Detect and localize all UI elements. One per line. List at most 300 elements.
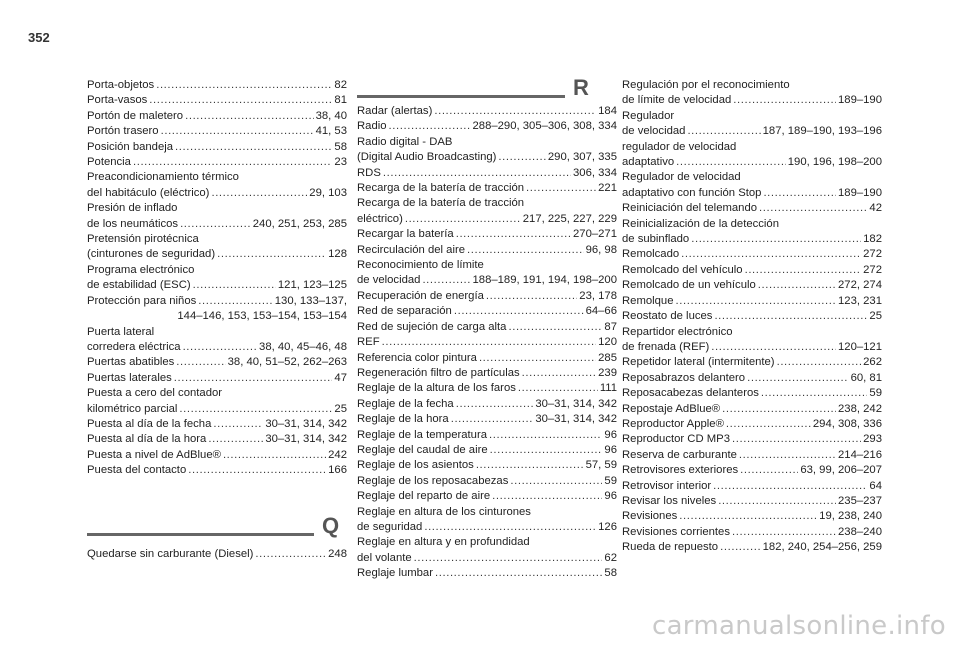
index-column-r2 — [622, 78, 882, 556]
index-entry — [357, 243, 617, 258]
leader-dots — [217, 247, 326, 262]
index-entry — [357, 119, 617, 134]
index-entry-term: del volante — [357, 551, 412, 564]
index-entry-pages: 19, 238, 240 — [819, 510, 882, 523]
index-entry-term: Revisiones corrientes — [622, 525, 730, 538]
leader-dots — [193, 278, 276, 293]
index-entry-line — [87, 186, 347, 201]
index-entry-line — [87, 124, 347, 139]
index-entry-pages: 30–31, 314, 342 — [535, 413, 617, 426]
index-entry-line — [87, 140, 347, 155]
index-entry-term-line: Reinicialización de la detección — [622, 217, 779, 230]
index-entry-term-line: Preacondicionamiento térmico — [87, 171, 239, 184]
index-entry-pages: 59 — [604, 474, 617, 487]
index-entry-term-line: Radio digital - DAB — [357, 135, 453, 148]
index-entry-term: Referencia color pintura — [357, 351, 477, 364]
leader-dots — [720, 540, 761, 555]
index-entry-pages: 96 — [604, 490, 617, 503]
index-entry-pages: 59 — [869, 387, 882, 400]
index-entry-pages: 270–271 — [573, 228, 617, 241]
index-entry-pages: 188–189, 191, 194, 198–200 — [472, 274, 617, 287]
index-entry — [357, 258, 617, 289]
index-entry — [622, 78, 882, 109]
index-entry — [87, 355, 347, 370]
index-entry-term: Reglaje de la temperatura — [357, 428, 487, 441]
index-entry-term: (Digital Audio Broadcasting) — [357, 151, 497, 164]
leader-dots — [763, 186, 836, 201]
index-entry-line — [357, 351, 617, 366]
index-entry-pages: 25 — [334, 402, 347, 415]
index-entry — [87, 155, 347, 170]
index-entry — [87, 463, 347, 478]
index-entry-pages: 240, 251, 253, 285 — [252, 217, 347, 230]
index-entry-line — [357, 474, 617, 489]
leader-dots — [687, 124, 760, 139]
index-entry-term-line: Repartidor electrónico — [622, 325, 733, 338]
index-entry-term: Reposabrazos delantero — [622, 371, 746, 384]
index-entry — [87, 170, 347, 201]
index-entry — [357, 320, 617, 335]
leader-dots — [454, 304, 584, 319]
leader-dots — [681, 247, 861, 262]
index-entry-term: adaptativo — [622, 156, 675, 169]
leader-dots — [758, 278, 836, 293]
index-entry-term-line: Recarga de la batería de tracción — [357, 197, 525, 210]
index-entry-line — [357, 397, 617, 412]
index-entry-line — [87, 217, 347, 232]
index-entry-pages: 96 — [604, 428, 617, 441]
leader-dots — [467, 243, 584, 258]
leader-dots — [479, 351, 596, 366]
index-entry-line — [357, 119, 617, 134]
index-entry-pages: 288–290, 305–306, 308, 334 — [472, 120, 617, 133]
index-entry-pages: 96, 98 — [585, 243, 617, 256]
leader-dots — [732, 432, 861, 447]
leader-dots — [733, 93, 836, 108]
index-entry-term: Portón trasero — [87, 125, 159, 138]
index-entry-term: Puesta al día de la hora — [87, 433, 207, 446]
index-entry — [622, 371, 882, 386]
leader-dots — [179, 402, 332, 417]
leader-dots — [726, 417, 811, 432]
index-entry — [87, 93, 347, 108]
index-entry-line — [357, 458, 617, 473]
leader-dots — [174, 371, 333, 386]
index-entry-term: Reglaje del reparto de aire — [357, 490, 491, 503]
leader-dots — [434, 104, 596, 119]
section-rule — [357, 95, 565, 98]
leader-dots — [185, 109, 313, 124]
leader-dots — [451, 412, 534, 427]
index-entry-pages: 187, 189–190, 193–196 — [762, 125, 882, 138]
index-entry-term-line: Puesta a cero del contador — [87, 387, 223, 400]
index-entry — [357, 181, 617, 196]
index-entry-pages: 64–66 — [585, 305, 617, 318]
index-entry-pages: 82 — [334, 79, 347, 91]
index-entry-term: Porta-vasos — [87, 94, 148, 107]
index-entry-term: corredera eléctrica — [87, 340, 181, 353]
index-entry-pages: 248 — [328, 548, 347, 560]
leader-dots — [676, 155, 786, 170]
index-entry-term: de los neumáticos — [87, 217, 179, 230]
leader-dots — [383, 166, 571, 181]
index-entry-pages: 189–190 — [838, 94, 882, 107]
leader-dots — [176, 355, 225, 370]
index-entry-pages: 182, 240, 254–256, 259 — [762, 541, 882, 554]
index-entry-term: Rueda de repuesto — [622, 541, 719, 554]
index-entry — [622, 247, 882, 262]
index-entry-line — [87, 247, 347, 262]
index-entry-term: Remolcado del vehículo — [622, 263, 743, 276]
index-entry-line — [357, 366, 617, 381]
index-entry-term: Puertas abatibles — [87, 356, 175, 369]
index-entry-line — [357, 443, 617, 458]
index-entry-line — [622, 448, 882, 463]
index-entry-term: de frenada (REF) — [622, 340, 710, 353]
index-entry-line — [87, 448, 347, 463]
index-entry-term: Reserva de carburante — [622, 448, 737, 461]
index-entry — [357, 505, 617, 536]
index-entry — [622, 325, 882, 356]
leader-dots — [526, 181, 596, 196]
index-entry — [622, 402, 882, 417]
index-entry-pages: 242 — [328, 448, 347, 461]
index-entry — [357, 135, 617, 166]
leader-dots — [414, 551, 603, 566]
index-entry-pages: 47 — [334, 371, 347, 384]
leader-dots — [435, 566, 602, 581]
index-entry-term: Radio — [357, 120, 387, 133]
index-entry-term: Reglaje de los reposacabezas — [357, 474, 509, 487]
index-entry — [622, 417, 882, 432]
index-entry-term: Puesta a nivel de AdBlue® — [87, 448, 221, 461]
index-entry-term: RDS — [357, 166, 381, 179]
leader-dots — [149, 93, 332, 108]
index-entry — [622, 294, 882, 309]
index-entry — [622, 263, 882, 278]
leader-dots — [211, 186, 307, 201]
index-entry-line — [357, 381, 617, 396]
index-entry-line — [622, 371, 882, 386]
index-entry — [87, 124, 347, 139]
index-entry-pages: 30–31, 314, 342 — [265, 433, 347, 446]
leader-dots — [722, 402, 836, 417]
index-entry-term: Reglaje de la fecha — [357, 397, 454, 410]
index-entry-pages: 272 — [863, 248, 882, 261]
index-entry-term: Red de separación — [357, 305, 452, 318]
index-entry — [622, 509, 882, 524]
index-entry-term: Recargar la batería — [357, 228, 454, 241]
leader-dots — [691, 232, 861, 247]
index-entry-term: de límite de velocidad — [622, 94, 732, 107]
index-entry-term: Reproductor CD MP3 — [622, 433, 730, 446]
index-entry-line — [357, 150, 617, 165]
index-entry-line — [87, 371, 347, 386]
leader-dots — [188, 463, 326, 478]
index-entry — [357, 351, 617, 366]
leader-dots — [679, 509, 817, 524]
index-entry-pages: 235–237 — [838, 494, 882, 507]
index-entry — [357, 289, 617, 304]
index-entry — [87, 325, 347, 356]
index-column-r1 — [357, 104, 617, 582]
index-entry-term: Remolque — [622, 294, 674, 307]
index-entry — [87, 140, 347, 155]
page-number: 352 — [28, 30, 50, 45]
leader-dots — [740, 463, 798, 478]
leader-dots — [498, 150, 545, 165]
index-entry — [87, 386, 347, 417]
index-entry-term: Remolcado de un vehículo — [622, 279, 756, 292]
index-entry-term: Red de sujeción de carga alta — [357, 320, 507, 333]
index-entry-line — [357, 412, 617, 427]
index-entry-line — [87, 294, 347, 309]
index-entry-pages: 81 — [334, 94, 347, 107]
index-entry-term: Recirculación del aire — [357, 243, 465, 256]
index-entry-line — [622, 201, 882, 216]
index-entry — [357, 196, 617, 227]
index-entry-term: Reiniciación del telemando — [622, 202, 758, 215]
section-header-q — [87, 513, 340, 538]
index-entry-term: Remolcado — [622, 248, 680, 261]
index-entry-term: Retrovisores exteriores — [622, 464, 739, 477]
leader-dots — [718, 494, 836, 509]
leader-dots — [183, 340, 257, 355]
index-entry-term: Recarga de la batería de tracción — [357, 182, 525, 195]
leader-dots — [223, 448, 326, 463]
index-entry-line — [357, 335, 617, 350]
index-entry — [357, 474, 617, 489]
index-entry-pages: 306, 334 — [573, 166, 617, 179]
index-entry-line — [87, 278, 347, 293]
index-entry-term: Portón de maletero — [87, 109, 184, 122]
index-entry-line — [622, 509, 882, 524]
index-entry-term: Protección para niños — [87, 294, 197, 307]
index-entry-pages: 294, 308, 336 — [812, 417, 882, 430]
index-entry-pages: 184 — [598, 105, 617, 117]
index-entry-line — [622, 432, 882, 447]
index-entry-term: Quedarse sin carburante (Diesel) — [87, 548, 254, 560]
index-entry-term: Recuperación de energía — [357, 289, 484, 302]
index-entry — [357, 566, 617, 581]
index-entry-pages: 30–31, 314, 342 — [535, 397, 617, 410]
index-entry-line — [357, 320, 617, 335]
leader-dots — [255, 547, 326, 562]
leader-dots — [747, 371, 848, 386]
index-entry-pages: 217, 225, 227, 229 — [522, 212, 617, 225]
index-entry-pages: 182 — [863, 233, 882, 246]
index-entry-pages: 87 — [604, 320, 617, 333]
index-entry — [622, 463, 882, 478]
index-entry-pages: 38, 40, 51–52, 262–263 — [227, 356, 347, 369]
index-entry — [87, 263, 347, 294]
index-entry-pages: 58 — [334, 140, 347, 153]
index-entry-line — [622, 263, 882, 278]
index-entry-line — [622, 93, 882, 108]
index-entry — [357, 397, 617, 412]
index-entry-pages: 262 — [863, 356, 882, 369]
index-entry-line — [622, 479, 882, 494]
index-entry — [622, 201, 882, 216]
index-entry-term: Puesta al día de la fecha — [87, 417, 212, 430]
index-entry-line — [622, 340, 882, 355]
index-entry-pages: 272, 274 — [838, 279, 882, 292]
index-entry-line — [357, 181, 617, 196]
index-entry — [622, 140, 882, 171]
index-entry-line — [357, 566, 617, 581]
index-entry-term: REF — [357, 336, 380, 349]
index-entry-pages: 62 — [604, 551, 617, 564]
index-entry — [622, 355, 882, 370]
index-column-q — [87, 547, 347, 562]
index-entry — [87, 109, 347, 124]
index-entry — [87, 78, 347, 93]
index-entry-pages: 221 — [598, 182, 617, 195]
leader-dots — [476, 458, 584, 473]
index-entry — [357, 489, 617, 504]
index-entry-term: Puertas laterales — [87, 371, 172, 384]
index-entry-pages: 293 — [863, 433, 882, 446]
leader-dots — [676, 294, 837, 309]
index-entry-term: de estabilidad (ESC) — [87, 279, 191, 292]
index-entry-term-line: Regulador de velocidad — [622, 171, 741, 184]
index-entry-term: Repostaje AdBlue® — [622, 402, 721, 415]
index-entry-line — [622, 355, 882, 370]
index-entry-term: Reglaje del caudal de aire — [357, 443, 488, 456]
index-entry — [622, 540, 882, 555]
index-entry-line — [622, 386, 882, 401]
index-entry-pages: 290, 307, 335 — [547, 151, 617, 164]
index-entry-line — [87, 432, 347, 447]
index-entry-line — [622, 294, 882, 309]
index-entry-term-line: Reglaje en altura de los cinturones — [357, 505, 531, 518]
index-entry-line — [357, 104, 617, 119]
index-entry-term: Reglaje de los asientos — [357, 459, 474, 472]
index-entry-pages: 60, 81 — [850, 371, 882, 384]
index-entry-term: Revisiones — [622, 510, 678, 523]
index-entry-line — [622, 463, 882, 478]
index-entry — [622, 278, 882, 293]
index-entry — [87, 294, 347, 325]
watermark: carmanualsonline.info — [651, 611, 946, 641]
index-entry-term-line: Regulador — [622, 109, 675, 122]
index-entry-line — [622, 186, 882, 201]
index-entry-line — [87, 155, 347, 170]
index-entry-pages: 25 — [869, 310, 882, 323]
index-entry — [357, 381, 617, 396]
index-entry-pages: 41, 53 — [315, 125, 347, 138]
index-entry — [622, 309, 882, 324]
index-entry-line — [87, 78, 347, 93]
index-entry-pages: 239 — [598, 366, 617, 379]
index-entry-term: Reproductor Apple® — [622, 417, 724, 430]
index-entry-pages: 38, 40, 45–46, 48 — [259, 340, 347, 353]
leader-dots — [198, 294, 272, 309]
index-entry-line — [87, 355, 347, 370]
index-column-p — [87, 78, 347, 479]
index-entry — [87, 232, 347, 263]
index-entry-pages: 189–190 — [838, 186, 882, 199]
index-entry-line — [622, 232, 882, 247]
index-entry-pages: 23 — [334, 156, 347, 169]
leader-dots — [424, 520, 596, 535]
index-entry-line — [357, 212, 617, 227]
index-entry-pages: 285 — [598, 351, 617, 364]
index-entry-pages: 23, 178 — [579, 289, 617, 302]
leader-dots — [180, 217, 251, 232]
index-entry — [622, 217, 882, 248]
index-entry-line — [622, 278, 882, 293]
index-entry-line — [622, 309, 882, 324]
index-entry-pages: 63, 99, 206–207 — [800, 464, 882, 477]
leader-dots — [714, 309, 867, 324]
index-entry-line — [622, 155, 882, 170]
leader-dots — [422, 273, 470, 288]
index-entry — [357, 304, 617, 319]
leader-dots — [522, 366, 596, 381]
index-entry — [87, 547, 347, 562]
index-entry — [622, 494, 882, 509]
index-entry-line — [357, 227, 617, 242]
index-entry — [622, 448, 882, 463]
leader-dots — [711, 340, 836, 355]
index-entry — [357, 458, 617, 473]
index-entry-pages: 120–121 — [838, 340, 882, 353]
index-entry — [357, 335, 617, 350]
leader-dots — [508, 320, 602, 335]
index-entry-term: adaptativo con función Stop — [622, 186, 762, 199]
index-entry — [357, 104, 617, 119]
index-entry-line — [357, 428, 617, 443]
index-entry-term: Repetidor lateral (intermitente) — [622, 356, 775, 369]
leader-dots — [486, 289, 577, 304]
leader-dots — [745, 263, 862, 278]
index-entry-pages: 272 — [863, 263, 882, 276]
index-entry-pages: 238, 242 — [838, 402, 882, 415]
index-entry-pages-continued: 144–146, 153, 153–154, 153–154 — [177, 310, 347, 323]
index-entry-pages: 57, 59 — [585, 459, 617, 472]
leader-dots — [213, 417, 263, 432]
index-entry-term: de velocidad — [357, 274, 421, 287]
index-entry-line — [87, 93, 347, 108]
index-entry — [87, 448, 347, 463]
leader-dots — [510, 474, 602, 489]
index-entry-line — [87, 402, 347, 417]
index-entry-line — [622, 124, 882, 139]
index-entry-line — [622, 247, 882, 262]
leader-dots — [456, 227, 571, 242]
index-entry — [622, 170, 882, 201]
index-entry — [622, 109, 882, 140]
index-entry-pages: 42 — [869, 202, 882, 215]
index-entry-line — [87, 109, 347, 124]
index-entry — [622, 525, 882, 540]
index-entry-line — [357, 520, 617, 535]
section-letter-q: Q — [322, 513, 340, 538]
index-entry-term: Reglaje de la altura de los faros — [357, 382, 516, 395]
leader-dots — [759, 201, 867, 216]
index-entry — [87, 201, 347, 232]
index-entry-term: Posición bandeja — [87, 140, 174, 153]
index-entry-pages: 64 — [869, 479, 882, 492]
index-entry-pages: 121, 123–125 — [277, 279, 347, 292]
leader-dots — [208, 432, 263, 447]
leader-dots — [133, 155, 332, 170]
index-entry-line — [357, 166, 617, 181]
index-entry-pages: 120 — [598, 336, 617, 349]
index-entry-term: de seguridad — [357, 520, 423, 533]
index-entry-term: Radar (alertas) — [357, 105, 433, 117]
